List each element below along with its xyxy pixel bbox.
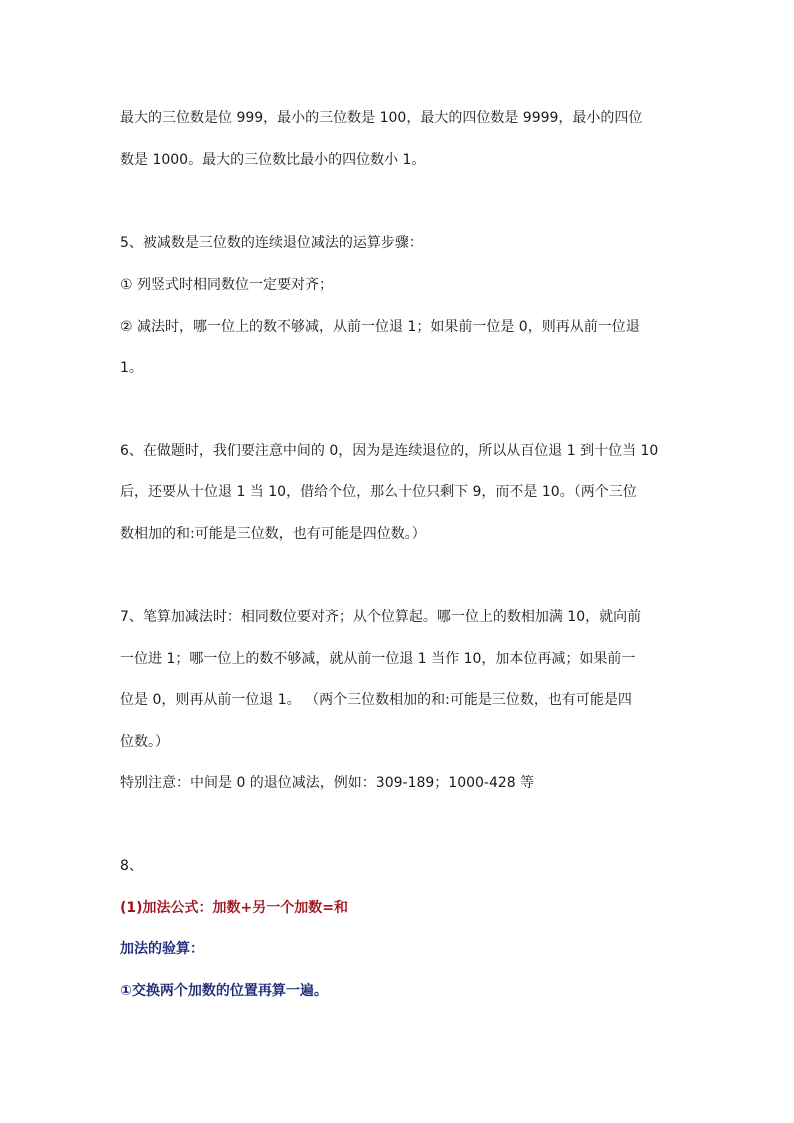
section-7-text-cont-3: 位数。）: [120, 734, 169, 750]
addition-formula: (1)加法公式：加数+另一个加数=和: [120, 900, 348, 916]
section-5-step-2-cont: 1。: [120, 360, 143, 376]
text-line-max-min-numbers: 最大的三位数是位 999，最小的三位数是 100，最大的四位数是 9999，最小的四位: [120, 110, 643, 126]
section-5-heading: 5、被减数是三位数的连续退位减法的运算步骤：: [120, 235, 423, 251]
addition-check-heading: 加法的验算：: [120, 941, 204, 957]
section-6-text-cont-1: 后，还要从十位退 1 当 10，借给个位，那么十位只剩下 9，而不是 10。（两个三位: [120, 484, 637, 500]
special-note: 特别注意：中间是 0 的退位减法，例如：309-189；1000-428 等: [120, 775, 535, 791]
section-5-step-1: ① 列竖式时相同数位一定要对齐；: [120, 277, 334, 293]
section-5-step-2: ② 减法时，哪一位上的数不够减，从前一位退 1；如果前一位是 0，则再从前一位退: [120, 319, 640, 335]
section-6-text: 6、在做题时，我们要注意中间的 0，因为是连续退位的，所以从百位退 1 到十位当 10: [120, 443, 659, 459]
section-8-heading: 8、: [120, 858, 143, 874]
addition-check-step-1: ①交换两个加数的位置再算一遍。: [120, 983, 328, 999]
section-7-text-cont-1: 一位进 1；哪一位上的数不够减，就从前一位退 1 当作 10，加本位再减；如果前一: [120, 651, 636, 667]
section-6-text-cont-2: 数相加的和:可能是三位数，也有可能是四位数。）: [120, 526, 426, 542]
section-7-text-cont-2: 位是 0，则再从前一位退 1。 （两个三位数相加的和:可能是三位数，也有可能是四: [120, 692, 632, 708]
section-7-text: 7、笔算加减法时：相同数位要对齐；从个位算起。哪一位上的数相加满 10，就向前: [120, 609, 642, 625]
text-line-max-min-numbers-cont: 数是 1000。最大的三位数比最小的四位数小 1。: [120, 152, 426, 168]
